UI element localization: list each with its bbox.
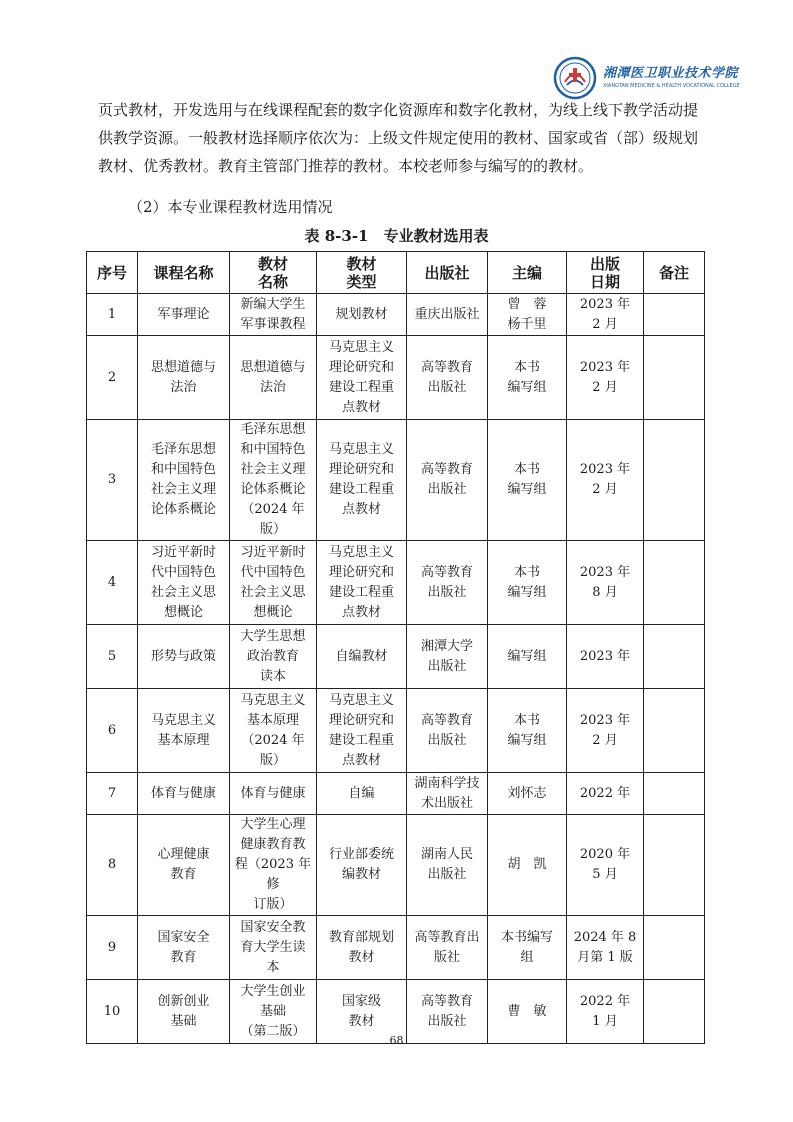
cell-editor: 本书 编写组 [488, 541, 567, 625]
college-name: 湘潭医卫职业技术学院 [603, 66, 739, 81]
table-row [87, 815, 705, 916]
cell-course: 心理健康 教育 [138, 815, 230, 916]
cell-textbook: 毛泽东思想 和中国特色 社会主义理 论体系概论 （2024 年版） [230, 420, 317, 541]
cell-editor: 本书 编写组 [488, 336, 567, 420]
cell-publisher: 高等教育 出版社 [407, 689, 488, 773]
cell-index: 4 [87, 541, 138, 625]
cell-index: 2 [87, 336, 138, 420]
cell-date: 2020 年 5 月 [567, 815, 644, 916]
cell-date: 2023 年 2 月 [567, 689, 644, 773]
table-title: 表 8-3-1 专业教材选用表 [304, 227, 489, 245]
cell-course: 创新创业 基础 [138, 980, 230, 1044]
cell-date: 2023 年 8 月 [567, 541, 644, 625]
cell-textbook: 体育与健康 [230, 773, 317, 815]
cell-publisher: 高等教育 出版社 [407, 980, 488, 1044]
cell-type: 自编 [317, 773, 407, 815]
cell-index: 1 [87, 294, 138, 336]
table-row [87, 773, 705, 815]
cell-remarks [644, 773, 705, 815]
cell-editor: 曾 蓉 杨千里 [488, 294, 567, 336]
cell-editor: 本书 编写组 [488, 689, 567, 773]
cell-remarks [644, 689, 705, 773]
cell-index: 9 [87, 916, 138, 980]
cell-remarks [644, 336, 705, 420]
table-header-row [87, 252, 705, 294]
cell-type: 马克思主义 理论研究和 建设工程重 点教材 [317, 541, 407, 625]
col-header-date: 出版 日期 [567, 252, 644, 294]
cell-editor: 本书编写 组 [488, 916, 567, 980]
college-logo [553, 56, 773, 100]
cell-index: 5 [87, 625, 138, 689]
col-header-editor: 主编 [488, 252, 567, 294]
cell-publisher: 湖南人民 出版社 [407, 815, 488, 916]
col-header-index: 序号 [87, 252, 138, 294]
cell-textbook: 马克思主义 基本原理 （2024 年版） [230, 689, 317, 773]
cell-type: 马克思主义 理论研究和 建设工程重 点教材 [317, 336, 407, 420]
table-row [87, 294, 705, 336]
cell-remarks [644, 815, 705, 916]
section-heading: （2）本专业课程教材选用情况 [128, 198, 333, 216]
cell-textbook: 习近平新时 代中国特色 社会主义思 想概论 [230, 541, 317, 625]
col-header-textbook: 教材 名称 [230, 252, 317, 294]
cell-textbook: 新编大学生 军事课教程 [230, 294, 317, 336]
cell-type: 国家级 教材 [317, 980, 407, 1044]
cell-type: 马克思主义 理论研究和 建设工程重 点教材 [317, 689, 407, 773]
cell-editor: 胡 凯 [488, 815, 567, 916]
cell-date: 2022 年 1 月 [567, 980, 644, 1044]
cell-publisher: 湘潭大学 出版社 [407, 625, 488, 689]
cell-publisher: 高等教育出 版社 [407, 916, 488, 980]
cell-remarks [644, 625, 705, 689]
cell-course: 思想道德与 法治 [138, 336, 230, 420]
cell-course: 国家安全 教育 [138, 916, 230, 980]
cell-remarks [644, 420, 705, 541]
cell-textbook: 大学生心理 健康教育教 程（2023 年修 订版） [230, 815, 317, 916]
table-row [87, 420, 705, 541]
cell-remarks [644, 541, 705, 625]
cell-course: 马克思主义 基本原理 [138, 689, 230, 773]
college-name-english: XIANGTAN MEDICINE & HEALTH VOCATIONAL COLLEGE [603, 83, 740, 89]
cell-editor: 曹 敏 [488, 980, 567, 1044]
cell-index: 10 [87, 980, 138, 1044]
cell-date: 2023 年 2 月 [567, 336, 644, 420]
cell-type: 自编教材 [317, 625, 407, 689]
cell-publisher: 湖南科学技 术出版社 [407, 773, 488, 815]
table-row [87, 336, 705, 420]
cell-textbook: 国家安全教 育大学生读 本 [230, 916, 317, 980]
cell-publisher: 重庆出版社 [407, 294, 488, 336]
cell-course: 毛泽东思想 和中国特色 社会主义理 论体系概论 [138, 420, 230, 541]
cell-date: 2023 年 2 月 [567, 420, 644, 541]
table-row [87, 541, 705, 625]
cell-textbook: 大学生思想 政治教育 读本 [230, 625, 317, 689]
cell-date: 2022 年 [567, 773, 644, 815]
cell-type: 马克思主义 理论研究和 建设工程重 点教材 [317, 420, 407, 541]
table-row [87, 916, 705, 980]
cell-course: 形势与政策 [138, 625, 230, 689]
cell-editor: 编写组 [488, 625, 567, 689]
col-header-type: 教材 类型 [317, 252, 407, 294]
cell-index: 6 [87, 689, 138, 773]
cell-remarks [644, 294, 705, 336]
textbook-table [86, 251, 705, 1044]
cell-date: 2024 年 8 月第 1 版 [567, 916, 644, 980]
cell-type: 行业部委统 编教材 [317, 815, 407, 916]
cell-index: 8 [87, 815, 138, 916]
cell-date: 2023 年 2 月 [567, 294, 644, 336]
cell-textbook: 大学生创业 基础 （第二版） [230, 980, 317, 1044]
cell-editor: 刘怀志 [488, 773, 567, 815]
cell-textbook: 思想道德与 法治 [230, 336, 317, 420]
college-emblem-icon [553, 56, 597, 100]
cell-publisher: 高等教育 出版社 [407, 336, 488, 420]
col-header-publisher: 出版社 [407, 252, 488, 294]
cell-date: 2023 年 [567, 625, 644, 689]
intro-paragraph-block [98, 96, 698, 180]
table-row [87, 689, 705, 773]
cell-type: 规划教材 [317, 294, 407, 336]
cell-publisher: 高等教育 出版社 [407, 541, 488, 625]
page-number: 68 [389, 1034, 404, 1047]
cell-course: 体育与健康 [138, 773, 230, 815]
cell-index: 7 [87, 773, 138, 815]
cell-editor: 本书 编写组 [488, 420, 567, 541]
cell-publisher: 高等教育 出版社 [407, 420, 488, 541]
table-row [87, 625, 705, 689]
col-header-remarks: 备注 [644, 252, 705, 294]
intro-paragraph: 页式教材，开发选用与在线课程配套的数字化资源库和数字化教材，为线上线下教学活动提供教学资源。一般教材选择顺序依次为：上级文件规定使用的教材、国家或省（部）级规划教材、优秀教材。教育主管部门推荐的教材。本校老师参与编写的的教材。 [98, 101, 699, 175]
cell-course: 军事理论 [138, 294, 230, 336]
cell-index: 3 [87, 420, 138, 541]
cell-remarks [644, 916, 705, 980]
cell-type: 教育部规划 教材 [317, 916, 407, 980]
cell-course: 习近平新时 代中国特色 社会主义思 想概论 [138, 541, 230, 625]
col-header-course: 课程名称 [138, 252, 230, 294]
